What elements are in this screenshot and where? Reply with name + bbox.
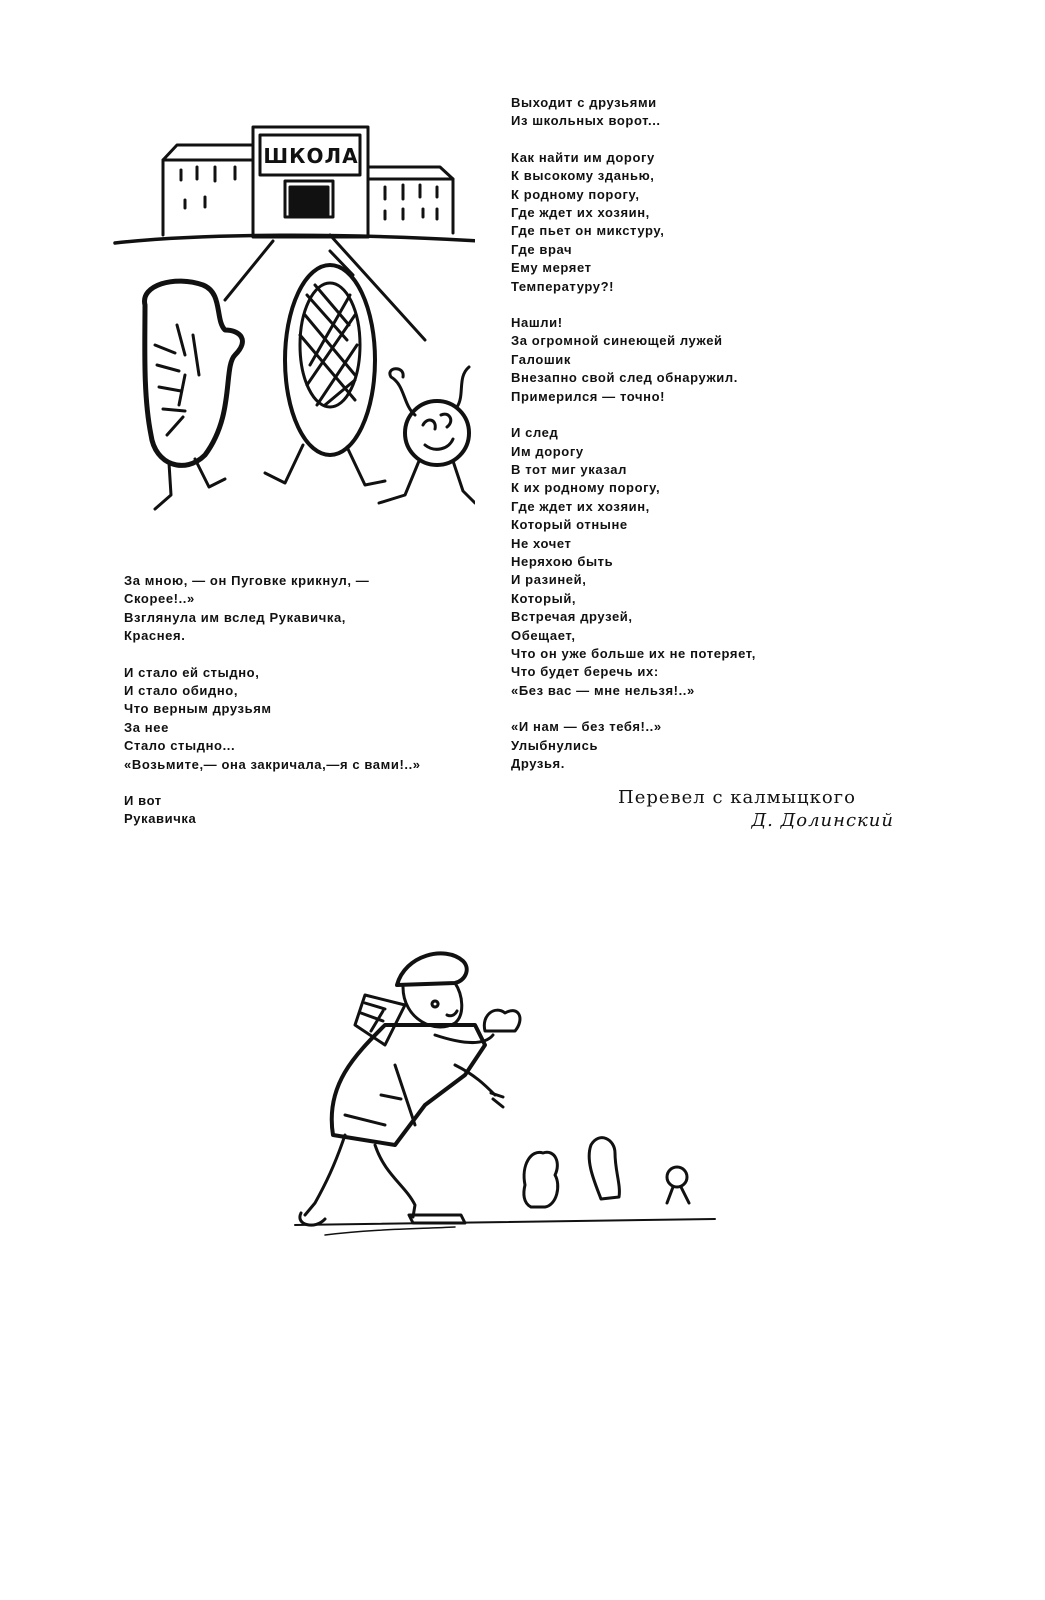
poem-line: Не хочет xyxy=(511,535,572,551)
translator-name: Д. Долинский xyxy=(751,810,894,831)
poem-stanza xyxy=(511,718,856,773)
poem-line: Выходит с друзьями xyxy=(511,95,657,110)
poem-line: Обещает, xyxy=(511,627,576,643)
poem-line: Который отныне xyxy=(511,517,628,533)
poem-line: Встречая друзей, xyxy=(511,609,633,625)
poem-line: В тот миг указал xyxy=(511,461,627,477)
poem-line: Внезапно свой след обнаружил. xyxy=(511,370,738,386)
poem-line: «Возьмите,— она закричала,—я с вами!..» xyxy=(124,756,421,772)
poem-stanza xyxy=(511,424,856,700)
poem-line: Ему меряет xyxy=(511,260,592,276)
poem-line: Как найти им дорогу xyxy=(511,149,655,165)
poem-line: «Без вас — мне нельзя!..» xyxy=(511,682,695,698)
poem-line: К родному порогу, xyxy=(511,186,640,202)
poem-line: Где пьет он микстуру, xyxy=(511,223,665,239)
poem-line: Им дорогу xyxy=(511,443,584,459)
boy-with-friends-illustration xyxy=(285,935,735,1255)
poem-line: Галошик xyxy=(511,351,571,367)
poem-line: Взглянула им вслед Рукавичка, xyxy=(124,609,347,625)
poem-line: Неряхою быть xyxy=(511,553,614,569)
poem-line: За нее xyxy=(124,719,169,735)
poem-line: Краснея. xyxy=(124,628,186,644)
poem-line: Рукавичка xyxy=(124,811,197,827)
poem-stanza xyxy=(511,314,856,406)
poem-left-column xyxy=(124,572,504,847)
poem-stanza xyxy=(124,572,504,646)
poem-line: И разиней, xyxy=(511,572,587,588)
poem-line: Из школьных ворот... xyxy=(511,113,661,129)
poem-line: К их родному порогу, xyxy=(511,480,661,496)
poem-line: Где ждет их хозяин, xyxy=(511,498,650,514)
poem-line: Примерился — точно! xyxy=(511,388,666,404)
poem-line: «И нам — без тебя!..» xyxy=(511,719,662,735)
poem-line: Который, xyxy=(511,590,577,606)
poem-line: За мною, — он Пуговке крикнул, — xyxy=(124,573,370,588)
poem-line: Где ждет их хозяин, xyxy=(511,205,650,221)
poem-line: И стало ей стыдно, xyxy=(124,664,260,680)
poem-line: За огромной синеющей лужей xyxy=(511,333,723,349)
poem-line: Улыбнулись xyxy=(511,737,599,753)
poem-line: Что он уже больше их не потеряет, xyxy=(511,645,756,661)
poem-line: Друзья. xyxy=(511,756,565,771)
poem-stanza xyxy=(511,94,856,131)
poem-line: Что верным друзьям xyxy=(124,701,272,717)
poem-stanza xyxy=(124,792,504,829)
poem-line: К высокому зданью, xyxy=(511,168,655,184)
translator-credit xyxy=(618,786,894,832)
school-sign: ШКОЛА xyxy=(263,144,359,168)
poem-line: Температуру?! xyxy=(511,278,615,294)
poem-line: Стало стыдно... xyxy=(124,738,236,754)
poem-stanza xyxy=(124,664,504,774)
poem-line: Что будет беречь их: xyxy=(511,664,659,680)
poem-line: И вот xyxy=(124,793,162,809)
school-illustration xyxy=(85,115,475,535)
credit-line: Перевел с калмыцкого xyxy=(618,787,856,808)
poem-line: И след xyxy=(511,425,559,441)
poem-line: И стало обидно, xyxy=(124,683,239,699)
poem-right-column xyxy=(511,94,856,791)
poem-line: Нашли! xyxy=(511,315,563,331)
poem-line: Скорее!..» xyxy=(124,591,195,607)
poem-line: Где врач xyxy=(511,241,573,257)
poem-stanza xyxy=(511,149,856,296)
